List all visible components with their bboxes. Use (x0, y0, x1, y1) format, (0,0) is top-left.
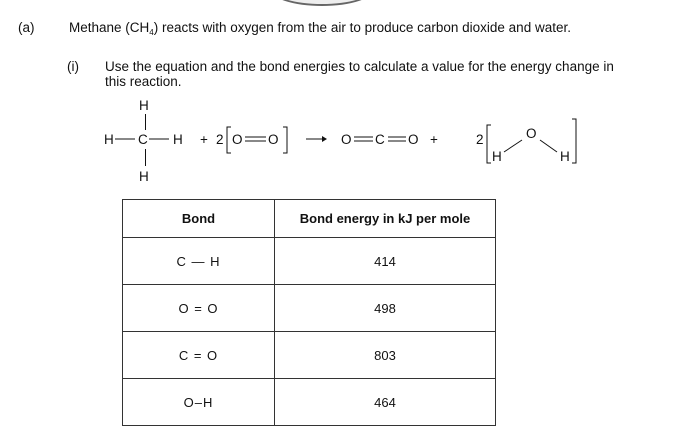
header-decoration (270, 0, 374, 6)
bond-energy-cell: 464 (275, 379, 496, 426)
water-h2: H (560, 149, 570, 164)
table-row (123, 238, 496, 285)
bond-type-cell: O = O (123, 285, 275, 332)
header-bond: Bond (123, 200, 275, 238)
co2-o1: O (341, 132, 352, 147)
water-coefficient: 2 (476, 132, 484, 147)
bond-energy-table (122, 199, 496, 426)
oxygen-molecule (227, 127, 287, 153)
question-part-label: (a) (18, 20, 35, 35)
bond-type-cell: C — H (123, 238, 275, 285)
bond-type-cell: O–H (123, 379, 275, 426)
oxygen-o1: O (232, 132, 243, 147)
plus-sign-1: + (200, 132, 208, 147)
methane-h-bottom: H (139, 169, 149, 184)
table-row (123, 379, 496, 426)
reaction-equation (0, 90, 677, 200)
co2-o2: O (408, 132, 419, 147)
oxygen-o2: O (268, 132, 279, 147)
co2-c: C (375, 132, 385, 147)
carbon-dioxide-molecule (341, 132, 419, 147)
methane-c: C (138, 132, 148, 147)
question-text: Methane $(CH_4)$ reacts with oxygen from the air to produce carbon dioxide and water. (69, 20, 571, 37)
methane-h-top: H (139, 98, 149, 113)
bond-energy-cell: 498 (275, 285, 496, 332)
subquestion-text: Use the equation and the bond energies to calculate a value for the energy change in this reaction. (105, 59, 614, 89)
header-bond-energy: Bond energy in kJ per mole (275, 200, 496, 238)
reaction-arrow (306, 136, 327, 142)
water-o: O (526, 126, 537, 141)
methane-structure (104, 98, 183, 184)
methane-h-left: H (104, 132, 114, 147)
bond-type-cell: C = O (123, 332, 275, 379)
oxygen-coefficient: 2 (216, 132, 224, 147)
methane-h-right: H (173, 132, 183, 147)
bond-energy-cell: 803 (275, 332, 496, 379)
table-row (123, 285, 496, 332)
water-molecule (487, 119, 576, 164)
plus-sign-2: + (430, 132, 438, 147)
table-row (123, 332, 496, 379)
table-header-row (123, 200, 496, 238)
subquestion-part-label: (i) (67, 59, 79, 74)
water-h1: H (492, 149, 502, 164)
methane-subscript: 4 (149, 28, 154, 37)
bond-energy-cell: 414 (275, 238, 496, 285)
